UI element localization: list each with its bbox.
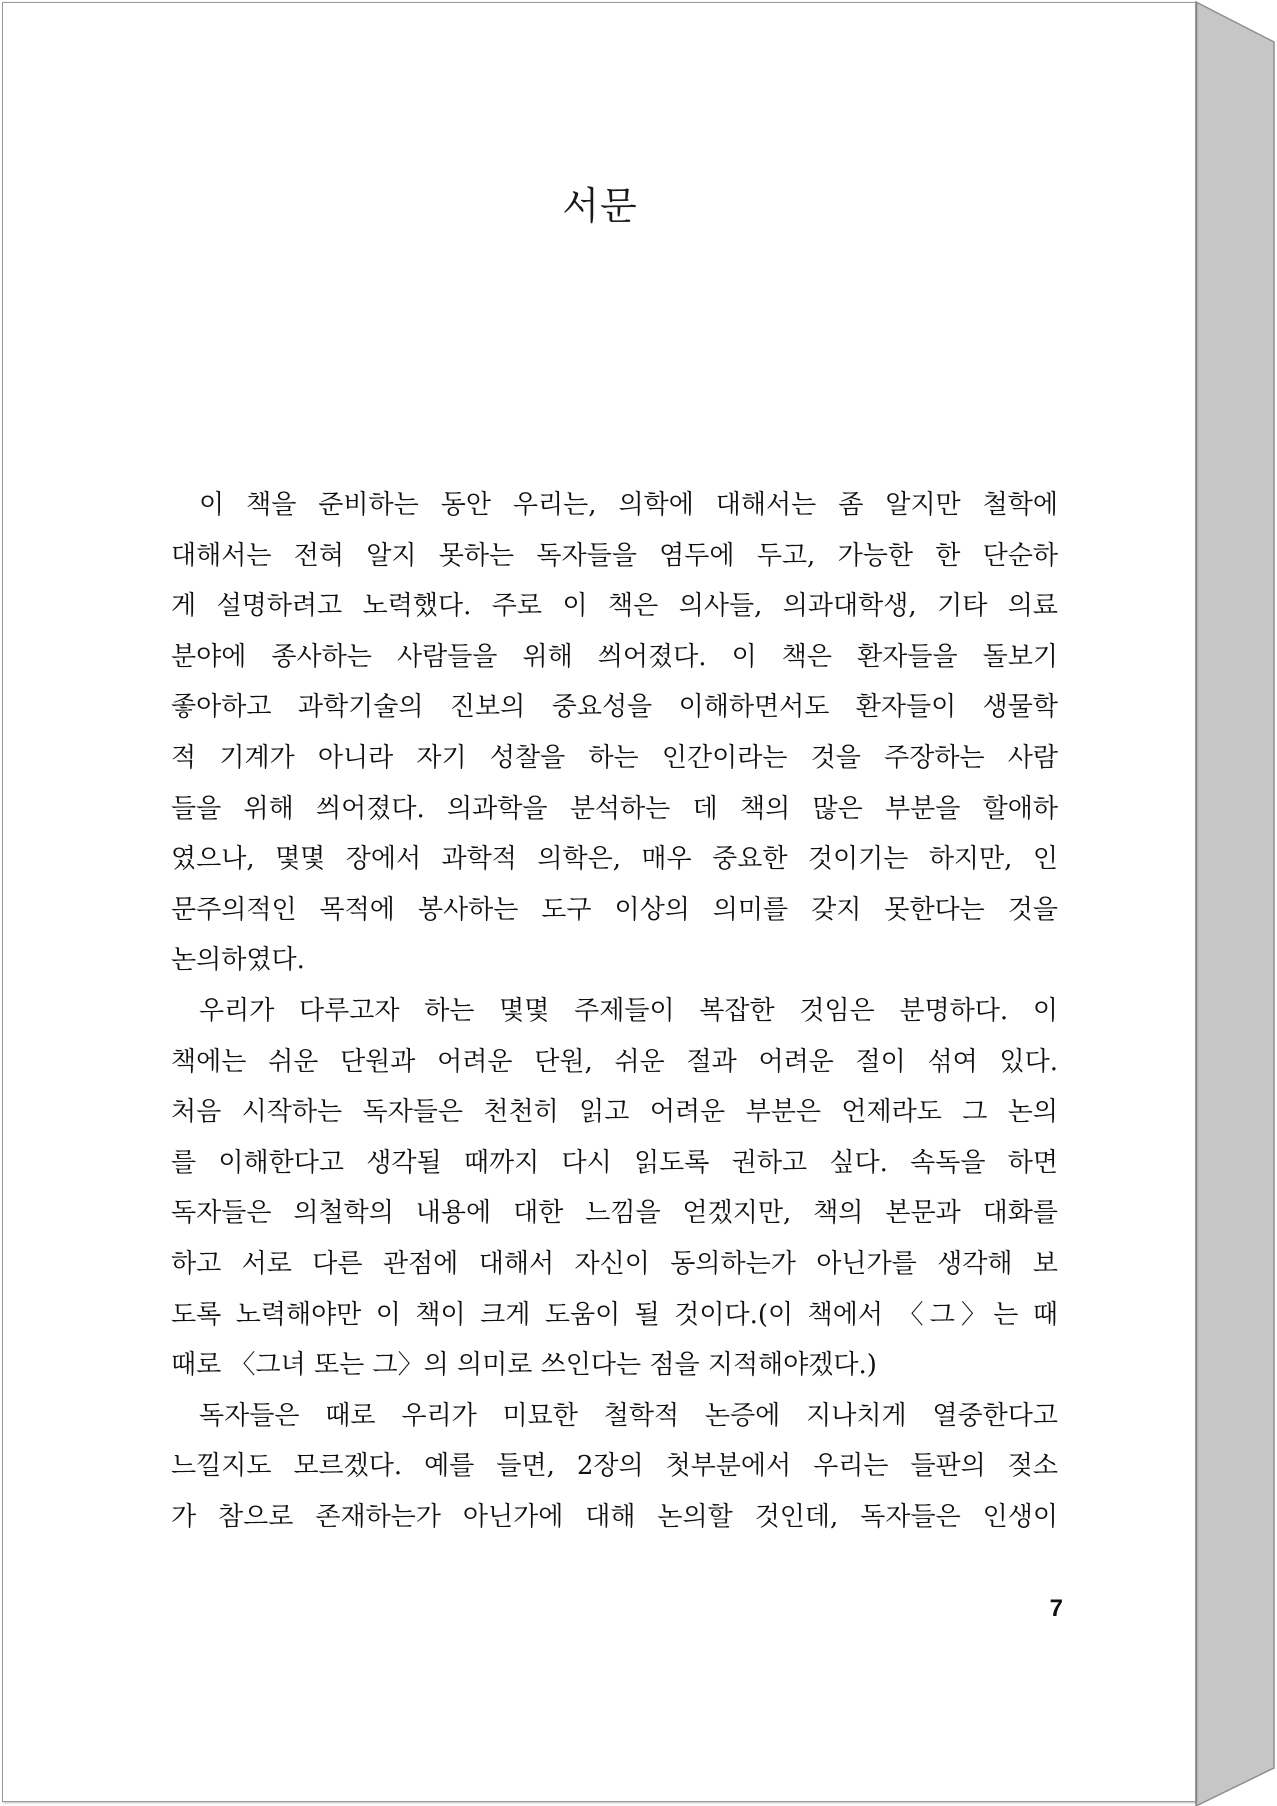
text-line: 느낄지도 모르겠다. 예를 들면, 2장의 첫부분에서 우리는 들판의 젖소 [171, 1451, 1058, 1482]
text-line: 적 기계가 아니라 자기 성찰을 하는 인간이라는 것을 주장하는 사람 [171, 742, 1058, 773]
text-line: 논의하였다. [171, 945, 305, 976]
text-line: 처음 시작하는 독자들은 천천히 읽고 어려운 부분은 언제라도 그 논의 [171, 1097, 1058, 1128]
text-line: 독자들은 의철학의 내용에 대한 느낌을 얻겠지만, 책의 본문과 대화를 [171, 1198, 1058, 1229]
book-page [2, 2, 1196, 1802]
text-line: 좋아하고 과학기술의 진보의 중요성을 이해하면서도 환자들이 생물학 [171, 692, 1058, 723]
text-line: 들을 위해 씌어졌다. 의과학을 분석하는 데 책의 많은 부분을 할애하 [171, 793, 1058, 824]
text-line: 를 이해한다고 생각될 때까지 다시 읽도록 권하고 싶다. 속독을 하면 [171, 1147, 1058, 1178]
text-line: 우리가 다루고자 하는 몇몇 주제들이 복잡한 것임은 분명하다. 이 [199, 995, 1058, 1026]
text-line: 책에는 쉬운 단원과 어려운 단원, 쉬운 절과 어려운 절이 섞여 있다. [171, 1046, 1058, 1077]
text-line: 때로 〈그녀 또는 그〉의 의미로 쓰인다는 점을 지적해야겠다.) [171, 1350, 877, 1381]
text-line: 이 책을 준비하는 동안 우리는, 의학에 대해서는 좀 알지만 철학에 [199, 490, 1058, 520]
text-line: 였으나, 몇몇 장에서 과학적 의학은, 매우 중요한 것이기는 하지만, 인 [171, 844, 1058, 875]
text-line: 하고 서로 다른 관점에 대해서 자신이 동의하는가 아닌가를 생각해 보 [171, 1248, 1058, 1279]
body-text [171, 480, 1058, 1542]
text-line: 분야에 종사하는 사람들을 위해 씌어졌다. 이 책은 환자들을 돌보기 [171, 641, 1058, 672]
page-number: 7 [1049, 1595, 1063, 1622]
text-line: 게 설명하려고 노력했다. 주로 이 책은 의사들, 의과대학생, 기타 의료 [171, 591, 1058, 622]
text-line: 독자들은 때로 우리가 미묘한 철학적 논증에 지나치게 열중한다고 [199, 1400, 1058, 1431]
text-line: 대해서는 전혀 알지 못하는 독자들을 염두에 두고, 가능한 한 단순하 [171, 540, 1058, 571]
text-line: 가 참으로 존재하는가 아닌가에 대해 논의할 것인데, 독자들은 인생이 [171, 1501, 1058, 1532]
text-line: 문주의적인 목적에 봉사하는 도구 이상의 의미를 갖지 못한다는 것을 [171, 894, 1058, 925]
text-line: 도록 노력해야만 이 책이 크게 도움이 될 것이다.(이 책에서 〈그〉는 때 [171, 1299, 1058, 1330]
page-title: 서문 [562, 184, 638, 228]
